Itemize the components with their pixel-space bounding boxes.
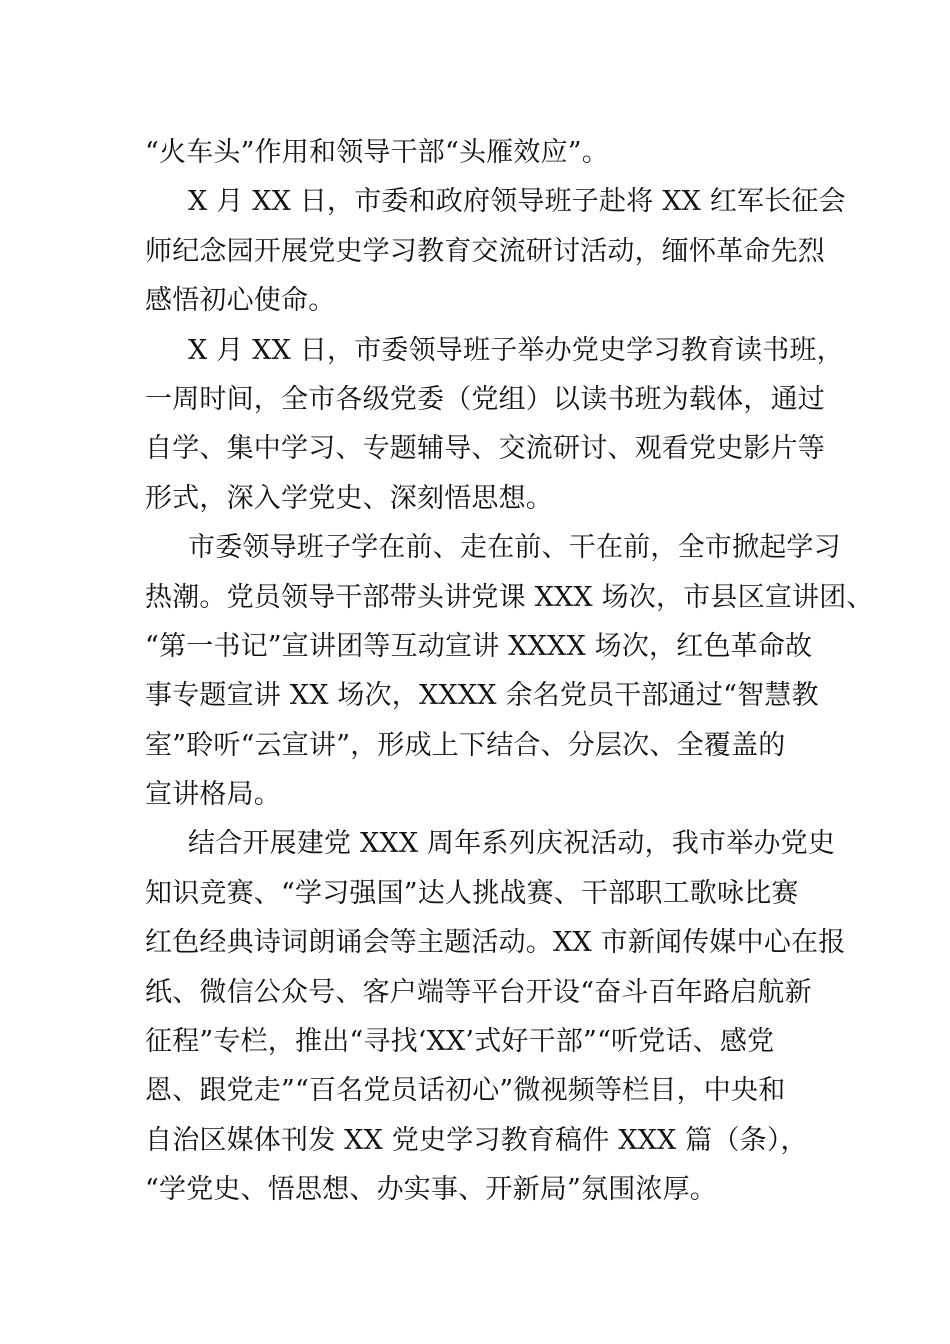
text-line: “火车头”作用和领导干部“头雁效应”。 [145, 137, 610, 168]
text-line: 形式，深入学党史、深刻悟思想。 [145, 482, 553, 514]
paragraph-first-line: 市委领导班子学在前、走在前、干在前，全市掀起学习 [188, 532, 841, 564]
paragraph-first-line: 结合开展建党 XXX 周年系列庆祝活动，我市举办党史 [188, 828, 836, 860]
text-line: 恩、跟党走”“百名党员话初心”微视频等栏目，中央和 [145, 1075, 786, 1107]
text-line: 知识竞赛、“学习强国”达人挑战赛、干部职工歌咏比赛 [145, 877, 799, 909]
text-line: 宣讲格局。 [145, 779, 281, 811]
paragraph-first-line: X 月 XX 日，市委领导班子举办党史学习教育读书班， [188, 334, 844, 366]
text-line: 室”聆听“云宣讲”，形成上下结合、分层次、全覆盖的 [145, 729, 786, 761]
text-line: 事专题宣讲 XX 场次，XXXX 余名党员干部通过“智慧教 [145, 680, 819, 712]
text-line: 纸、微信公众号、客户端等平台开设“奋斗百年路启航新 [145, 976, 812, 1008]
text-line: 感悟初心使命。 [145, 285, 336, 317]
text-line: 一周时间，全市各级党委（党组）以读书班为载体，通过 [145, 383, 825, 415]
text-line: 征程”专栏，推出“寻找‘XX’式好干部”“听党话、感党 [145, 1026, 775, 1058]
text-line: 自治区媒体刊发 XX 党史学习教育稿件 XXX 篇（条）， [145, 1124, 808, 1156]
text-line: 师纪念园开展党史学习教育交流研讨活动，缅怀革命先烈 [145, 235, 825, 267]
text-line: “第一书记”宣讲团等互动宣讲 XXXX 场次，红色革命故 [145, 630, 813, 662]
text-line: 自学、集中学习、专题辅导、交流研讨、观看党史影片等 [145, 433, 825, 465]
text-line: “学党史、悟思想、办实事、开新局”氛围浓厚。 [145, 1174, 718, 1206]
text-line: 红色经典诗词朗诵会等主题活动。XX 市新闻传媒中心在报 [145, 927, 846, 959]
paragraph-first-line: X 月 XX 日，市委和政府领导班子赴将 XX 红军长征会 [188, 186, 846, 218]
text-line: 热潮。党员领导干部带头讲党课 XXX 场次，市县区宣讲团、 [145, 581, 874, 613]
document-body [145, 128, 874, 1215]
